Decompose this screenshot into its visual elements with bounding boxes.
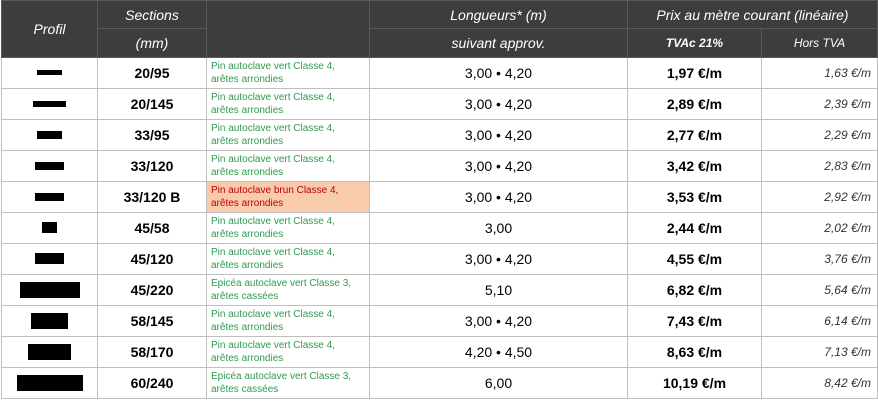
profile-cell <box>2 213 98 244</box>
section-cell: 33/95 <box>98 120 207 151</box>
header-longueurs: Longueurs* (m) <box>370 1 628 29</box>
profile-cell <box>2 120 98 151</box>
wood-type-line1: Pin autoclave vert Classe 4, <box>211 340 335 351</box>
header-sections-unit: (mm) <box>98 29 207 58</box>
wood-type-cell <box>207 182 370 213</box>
profile-rectangle-icon <box>33 101 66 107</box>
price-ht-cell: 2,39 €/m <box>762 89 878 120</box>
wood-type-cell <box>207 89 370 120</box>
profile-cell <box>2 151 98 182</box>
section-cell: 58/145 <box>98 306 207 337</box>
wood-type-line1: Pin autoclave vert Classe 4, <box>211 61 335 72</box>
profile-rectangle-icon <box>35 162 64 170</box>
wood-type-line2: arêtes arrondies <box>211 136 284 147</box>
wood-type-line2: arêtes arrondies <box>211 74 284 85</box>
profile-cell <box>2 306 98 337</box>
price-ht-cell: 2,83 €/m <box>762 151 878 182</box>
wood-type-line2: arêtes arrondies <box>211 353 284 364</box>
wood-type-line1: Pin autoclave vert Classe 4, <box>211 216 335 227</box>
profile-cell <box>2 275 98 306</box>
price-ttc-cell: 1,97 €/m <box>628 58 762 89</box>
length-cell: 3,00 <box>370 213 628 244</box>
profile-rectangle-icon <box>42 222 57 233</box>
wood-type-line2: arêtes arrondies <box>211 167 284 178</box>
table-row <box>2 244 878 275</box>
section-cell: 20/95 <box>98 58 207 89</box>
price-ttc-cell: 2,77 €/m <box>628 120 762 151</box>
section-cell: 45/120 <box>98 244 207 275</box>
wood-type-line1: Pin autoclave vert Classe 4, <box>211 247 335 258</box>
profile-rectangle-icon <box>31 313 68 329</box>
wood-type-cell <box>207 337 370 368</box>
table-row <box>2 151 878 182</box>
price-ttc-cell: 10,19 €/m <box>628 368 762 399</box>
table-row <box>2 275 878 306</box>
profile-cell <box>2 89 98 120</box>
table-row <box>2 368 878 399</box>
wood-type-cell <box>207 213 370 244</box>
price-ht-cell: 2,92 €/m <box>762 182 878 213</box>
wood-type-line2: arêtes arrondies <box>211 322 284 333</box>
price-ttc-cell: 8,63 €/m <box>628 337 762 368</box>
wood-type-line1: Pin autoclave vert Classe 4, <box>211 123 335 134</box>
table-row <box>2 182 878 213</box>
price-ht-cell: 7,13 €/m <box>762 337 878 368</box>
header-longueurs-sub: suivant approv. <box>370 29 628 58</box>
table-row <box>2 337 878 368</box>
wood-type-line2: arêtes cassées <box>211 384 279 395</box>
wood-type-cell <box>207 58 370 89</box>
length-cell: 3,00 • 4,20 <box>370 151 628 182</box>
price-ht-cell: 8,42 €/m <box>762 368 878 399</box>
header-profil: Profil <box>2 1 98 58</box>
price-ttc-cell: 6,82 €/m <box>628 275 762 306</box>
wood-type-line1: Epicéa autoclave vert Classe 3, <box>211 371 352 382</box>
wood-type-cell <box>207 306 370 337</box>
section-cell: 58/170 <box>98 337 207 368</box>
profile-rectangle-icon <box>20 282 80 298</box>
length-cell: 5,10 <box>370 275 628 306</box>
table-row <box>2 120 878 151</box>
profile-cell <box>2 58 98 89</box>
section-cell: 33/120 B <box>98 182 207 213</box>
profile-cell <box>2 337 98 368</box>
section-cell: 45/58 <box>98 213 207 244</box>
header-prix: Prix au mètre courant (linéaire) <box>628 1 878 29</box>
price-ht-cell: 3,76 €/m <box>762 244 878 275</box>
price-ttc-cell: 2,89 €/m <box>628 89 762 120</box>
profile-rectangle-icon <box>37 70 62 75</box>
length-cell: 3,00 • 4,20 <box>370 306 628 337</box>
profile-rectangle-icon <box>28 344 71 360</box>
header-sections: Sections <box>98 1 207 29</box>
table-row <box>2 58 878 89</box>
price-table <box>1 0 878 399</box>
wood-type-cell <box>207 368 370 399</box>
wood-type-cell <box>207 244 370 275</box>
wood-type-cell <box>207 151 370 182</box>
wood-type-line1: Epicéa autoclave vert Classe 3, <box>211 278 352 289</box>
wood-type-line1: Pin autoclave vert Classe 4, <box>211 92 335 103</box>
profile-cell <box>2 368 98 399</box>
profile-cell <box>2 244 98 275</box>
length-cell: 6,00 <box>370 368 628 399</box>
table-row <box>2 306 878 337</box>
profile-rectangle-icon <box>17 375 83 391</box>
price-ttc-cell: 2,44 €/m <box>628 213 762 244</box>
profile-rectangle-icon <box>35 193 64 201</box>
wood-type-line2: arêtes cassées <box>211 291 279 302</box>
table-row <box>2 89 878 120</box>
header-hors-tva: Hors TVA <box>762 29 878 58</box>
section-cell: 33/120 <box>98 151 207 182</box>
header-tvac: TVAc 21% <box>628 29 762 58</box>
price-ht-cell: 1,63 €/m <box>762 58 878 89</box>
wood-type-line1: Pin autoclave brun Classe 4, <box>211 185 339 196</box>
length-cell: 3,00 • 4,20 <box>370 89 628 120</box>
profile-rectangle-icon <box>37 131 62 139</box>
wood-type-line1: Pin autoclave vert Classe 4, <box>211 309 335 320</box>
price-ttc-cell: 4,55 €/m <box>628 244 762 275</box>
length-cell: 3,00 • 4,20 <box>370 120 628 151</box>
table-row <box>2 213 878 244</box>
price-ht-cell: 2,29 €/m <box>762 120 878 151</box>
length-cell: 3,00 • 4,20 <box>370 182 628 213</box>
price-ht-cell: 6,14 €/m <box>762 306 878 337</box>
wood-type-line2: arêtes arrondies <box>211 260 284 271</box>
price-ht-cell: 2,02 €/m <box>762 213 878 244</box>
header-wood-blank <box>207 1 370 58</box>
price-ttc-cell: 3,53 €/m <box>628 182 762 213</box>
section-cell: 60/240 <box>98 368 207 399</box>
section-cell: 20/145 <box>98 89 207 120</box>
price-ttc-cell: 7,43 €/m <box>628 306 762 337</box>
profile-rectangle-icon <box>35 253 64 264</box>
wood-type-cell <box>207 275 370 306</box>
price-ht-cell: 5,64 €/m <box>762 275 878 306</box>
length-cell: 3,00 • 4,20 <box>370 244 628 275</box>
wood-type-line2: arêtes arrondies <box>211 198 284 209</box>
wood-type-cell <box>207 120 370 151</box>
length-cell: 3,00 • 4,20 <box>370 58 628 89</box>
wood-type-line2: arêtes arrondies <box>211 229 284 240</box>
section-cell: 45/220 <box>98 275 207 306</box>
length-cell: 4,20 • 4,50 <box>370 337 628 368</box>
wood-type-line2: arêtes arrondies <box>211 105 284 116</box>
profile-cell <box>2 182 98 213</box>
price-ttc-cell: 3,42 €/m <box>628 151 762 182</box>
wood-type-line1: Pin autoclave vert Classe 4, <box>211 154 335 165</box>
